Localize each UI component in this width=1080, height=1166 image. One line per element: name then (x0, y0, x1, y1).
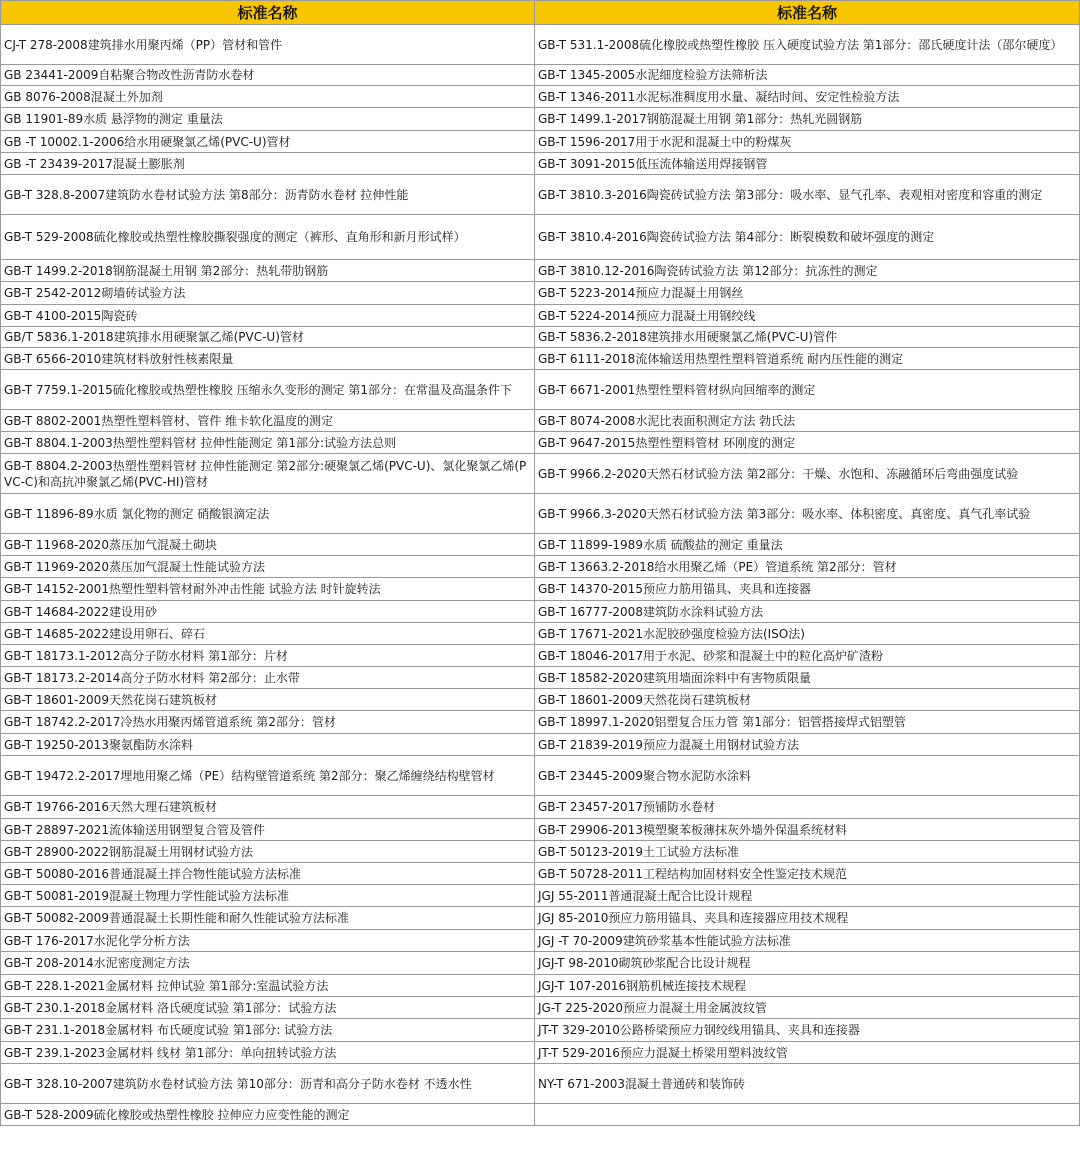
standard-name-cell-left: GB-T 14152-2001热塑性塑料管材耐外冲击性能 试验方法 时针旋转法 (0, 578, 535, 601)
standard-name-cell-right: JGJ-T 107-2016钢筋机械连接技术规程 (535, 975, 1080, 997)
table-row (0, 796, 1080, 819)
standard-name-cell-right: GB-T 11899-1989水质 硫酸盐的测定 重量法 (535, 534, 1080, 556)
standard-name-cell-left: GB-T 8804.1-2003热塑性塑料管材 拉伸性能测定 第1部分:试验方法总则 (0, 432, 535, 454)
standard-name-cell-right: GB-T 1345-2005水泥细度检验方法筛析法 (535, 65, 1080, 86)
standard-name-cell-right: GB-T 50728-2011工程结构加固材料安全性鉴定技术规范 (535, 863, 1080, 885)
column-header-right: 标准名称 (535, 0, 1080, 25)
standard-name-cell-right: GB-T 1596-2017用于水泥和混凝土中的粉煤灰 (535, 131, 1080, 153)
standard-name-cell-right: JG-T 225-2020预应力混凝土用金属波纹管 (535, 997, 1080, 1019)
standard-name-cell-left: GB-T 19766-2016天然大理石建筑板材 (0, 796, 535, 819)
standard-name-cell-right: GB-T 6671-2001热塑性塑料管材纵向回缩率的测定 (535, 370, 1080, 410)
standard-name-cell-left: GB-T 18173.2-2014高分子防水材料 第2部分：止水带 (0, 667, 535, 689)
table-row (0, 885, 1080, 907)
standard-name-cell-left: GB 11901-89水质 悬浮物的测定 重量法 (0, 108, 535, 131)
standard-name-cell-left: GB-T 8804.2-2003热塑性塑料管材 拉伸性能测定 第2部分:硬聚氯乙烯(PVC-U)、氯化聚氯乙烯(PVC-C)和高抗冲聚氯乙烯(PVC-HI)管材 (0, 454, 535, 494)
standard-name-cell-left: CJ-T 278-2008建筑排水用聚丙烯（PP）管材和管件 (0, 25, 535, 65)
table-row (0, 578, 1080, 601)
standard-name-cell-left: GB/T 5836.1-2018建筑排水用硬聚氯乙烯(PVC-U)管材 (0, 327, 535, 348)
standard-name-cell-right: GB-T 1499.1-2017钢筋混凝土用钢 第1部分：热轧光圆钢筋 (535, 108, 1080, 131)
table-row (0, 623, 1080, 645)
table-row (0, 25, 1080, 65)
table-row (0, 975, 1080, 997)
table-row (0, 410, 1080, 432)
table-row (0, 215, 1080, 260)
table-row (0, 689, 1080, 711)
standard-name-cell-right: GB-T 1346-2011水泥标准稠度用水量、凝结时间、安定性检验方法 (535, 86, 1080, 108)
standard-name-cell-right: GB-T 23445-2009聚合物水泥防水涂料 (535, 756, 1080, 796)
standard-name-cell-left: GB-T 11969-2020蒸压加气混凝土性能试验方法 (0, 556, 535, 578)
standard-name-cell-left: GB-T 328.10-2007建筑防水卷材试验方法 第10部分：沥青和高分子防水卷材 不透水性 (0, 1064, 535, 1104)
standard-name-cell-left: GB-T 228.1-2021金属材料 拉伸试验 第1部分:室温试验方法 (0, 975, 535, 997)
standard-name-cell-left: GB-T 328.8-2007建筑防水卷材试验方法 第8部分：沥青防水卷材 拉伸性能 (0, 175, 535, 215)
standard-name-cell-right: GB-T 3810.12-2016陶瓷砖试验方法 第12部分：抗冻性的测定 (535, 260, 1080, 282)
standard-name-cell-left: GB-T 231.1-2018金属材料 布氏硬度试验 第1部分: 试验方法 (0, 1019, 535, 1042)
table-row (0, 260, 1080, 282)
standard-name-cell-left: GB-T 208-2014水泥密度测定方法 (0, 952, 535, 975)
standard-name-cell-left: GB-T 11968-2020蒸压加气混凝土砌块 (0, 534, 535, 556)
standard-name-cell-right: GB-T 18582-2020建筑用墙面涂料中有害物质限量 (535, 667, 1080, 689)
table-row (0, 432, 1080, 454)
standard-name-cell-right: GB-T 6111-2018流体输送用热塑性塑料管道系统 耐内压性能的测定 (535, 348, 1080, 370)
table-row (0, 131, 1080, 153)
standard-name-cell-left: GB-T 28900-2022钢筋混凝土用钢材试验方法 (0, 841, 535, 863)
table-row (0, 667, 1080, 689)
standard-name-cell-left: GB-T 6566-2010建筑材料放射性核素限量 (0, 348, 535, 370)
standard-name-cell-left: GB-T 50082-2009普通混凝土长期性能和耐久性能试验方法标准 (0, 907, 535, 930)
standard-name-cell-left: GB-T 50081-2019混凝土物理力学性能试验方法标准 (0, 885, 535, 907)
standard-name-cell-right: GB-T 16777-2008建筑防水涂料试验方法 (535, 601, 1080, 623)
standard-name-cell-right: JGJ-T 98-2010砌筑砂浆配合比设计规程 (535, 952, 1080, 975)
table-row (0, 819, 1080, 841)
standard-name-cell-right: GB-T 13663.2-2018给水用聚乙烯（PE）管道系统 第2部分：管材 (535, 556, 1080, 578)
table-row (0, 282, 1080, 305)
standard-name-cell-left: GB-T 2542-2012砌墙砖试验方法 (0, 282, 535, 305)
standard-name-cell-right: GB-T 23457-2017预铺防水卷材 (535, 796, 1080, 819)
standard-name-cell-right: JGJ 85-2010预应力筋用锚具、夹具和连接器应用技术规程 (535, 907, 1080, 930)
standard-name-cell-left: GB-T 19472.2-2017埋地用聚乙烯（PE）结构壁管道系统 第2部分：聚乙烯缠绕结构壁管材 (0, 756, 535, 796)
table-row (0, 327, 1080, 348)
standard-name-cell-right: GB-T 3810.4-2016陶瓷砖试验方法 第4部分：断裂模数和破坏强度的测定 (535, 215, 1080, 260)
standard-name-cell-left: GB-T 11896-89水质 氯化物的测定 硝酸银滴定法 (0, 494, 535, 534)
table-row (0, 952, 1080, 975)
table-row (0, 153, 1080, 175)
table-row (0, 863, 1080, 885)
standard-name-cell-left: GB-T 7759.1-2015硫化橡胶或热塑性橡胶 压缩永久变形的测定 第1部分：在常温及高温条件下 (0, 370, 535, 410)
standard-name-cell-left: GB-T 28897-2021流体输送用钢塑复合管及管件 (0, 819, 535, 841)
table-row (0, 1064, 1080, 1104)
standard-name-cell-right: GB-T 14370-2015预应力筋用锚具、夹具和连接器 (535, 578, 1080, 601)
table-row (0, 175, 1080, 215)
standard-name-cell-left: GB -T 23439-2017混凝土膨胀剂 (0, 153, 535, 175)
standard-name-cell-left: GB-T 528-2009硫化橡胶或热塑性橡胶 拉伸应力应变性能的测定 (0, 1104, 535, 1126)
standard-name-cell-right: GB-T 9966.2-2020天然石材试验方法 第2部分：干燥、水饱和、冻融循环后弯曲强度试验 (535, 454, 1080, 494)
standard-name-cell-left: GB 23441-2009自粘聚合物改性沥青防水卷材 (0, 65, 535, 86)
standard-name-cell-right: GB-T 17671-2021水泥胶砂强度检验方法(ISO法) (535, 623, 1080, 645)
standard-name-cell-right: GB-T 18997.1-2020铝塑复合压力管 第1部分：铝管搭接焊式铝塑管 (535, 711, 1080, 734)
table-row (0, 711, 1080, 734)
table-row (0, 756, 1080, 796)
table-row (0, 494, 1080, 534)
standard-name-cell-left: GB-T 8802-2001热塑性塑料管材、管件 维卡软化温度的测定 (0, 410, 535, 432)
table-row (0, 930, 1080, 952)
standard-name-cell-left: GB-T 18601-2009天然花岗石建筑板材 (0, 689, 535, 711)
standard-name-cell-right: GB-T 5224-2014预应力混凝土用钢绞线 (535, 305, 1080, 327)
standard-name-cell-right: JT-T 529-2016预应力混凝土桥梁用塑料波纹管 (535, 1042, 1080, 1064)
standard-name-cell-right: GB-T 5223-2014预应力混凝土用钢丝 (535, 282, 1080, 305)
standard-name-cell-right: JT-T 329-2010公路桥梁预应力钢绞线用锚具、夹具和连接器 (535, 1019, 1080, 1042)
table-row (0, 601, 1080, 623)
standard-name-cell-left: GB-T 230.1-2018金属材料 洛氏硬度试验 第1部分：试验方法 (0, 997, 535, 1019)
table-row (0, 841, 1080, 863)
standard-name-cell-right: GB-T 9647-2015热塑性塑料管材 环刚度的测定 (535, 432, 1080, 454)
standard-name-cell-right: GB-T 21839-2019预应力混凝土用钢材试验方法 (535, 734, 1080, 756)
table-row (0, 997, 1080, 1019)
standard-name-cell-left: GB-T 14684-2022建设用砂 (0, 601, 535, 623)
table-row (0, 305, 1080, 327)
table-row (0, 108, 1080, 131)
standard-name-cell-left: GB -T 10002.1-2006给水用硬聚氯乙烯(PVC-U)管材 (0, 131, 535, 153)
standard-name-cell-left: GB-T 14685-2022建设用卵石、碎石 (0, 623, 535, 645)
table-row (0, 645, 1080, 667)
standard-name-cell-left: GB-T 239.1-2023金属材料 线材 第1部分：单向扭转试验方法 (0, 1042, 535, 1064)
standard-name-cell-left: GB-T 18742.2-2017冷热水用聚丙烯管道系统 第2部分：管材 (0, 711, 535, 734)
table-row (0, 1019, 1080, 1042)
standard-name-cell-right: GB-T 29906-2013模塑聚苯板薄抹灰外墙外保温系统材料 (535, 819, 1080, 841)
standard-name-cell-right: GB-T 3810.3-2016陶瓷砖试验方法 第3部分：吸水率、显气孔率、表观相对密度和容重的测定 (535, 175, 1080, 215)
standard-name-cell-right: GB-T 9966.3-2020天然石材试验方法 第3部分：吸水率、体积密度、真密度、真气孔率试验 (535, 494, 1080, 534)
table-row (0, 1042, 1080, 1064)
column-header-left: 标准名称 (0, 0, 535, 25)
standard-name-cell-right: GB-T 531.1-2008硫化橡胶或热塑性橡胶 压入硬度试验方法 第1部分：邵氏硬度计法（邵尔硬度） (535, 25, 1080, 65)
table-row (0, 348, 1080, 370)
table-row (0, 370, 1080, 410)
standard-name-cell-right: GB-T 5836.2-2018建筑排水用硬聚氯乙烯(PVC-U)管件 (535, 327, 1080, 348)
standard-name-cell-right: NY-T 671-2003混凝土普通砖和装饰砖 (535, 1064, 1080, 1104)
table-row (0, 734, 1080, 756)
table-row (0, 556, 1080, 578)
table-header-row (0, 0, 1080, 25)
standard-name-cell-right: GB-T 3091-2015低压流体输送用焊接钢管 (535, 153, 1080, 175)
standard-name-cell-right: GB-T 18046-2017用于水泥、砂浆和混凝土中的粒化高炉矿渣粉 (535, 645, 1080, 667)
standard-name-cell-left: GB 8076-2008混凝土外加剂 (0, 86, 535, 108)
table-row (0, 534, 1080, 556)
standard-name-cell-right: GB-T 18601-2009天然花岗石建筑板材 (535, 689, 1080, 711)
standard-name-cell-right: JGJ -T 70-2009建筑砂浆基本性能试验方法标准 (535, 930, 1080, 952)
standard-name-cell-right: JGJ 55-2011普通混凝土配合比设计规程 (535, 885, 1080, 907)
standard-name-cell-left: GB-T 4100-2015陶瓷砖 (0, 305, 535, 327)
standard-name-cell-left: GB-T 50080-2016普通混凝土拌合物性能试验方法标准 (0, 863, 535, 885)
table-row (0, 65, 1080, 86)
table-row (0, 907, 1080, 930)
table-row (0, 454, 1080, 494)
standard-name-cell-left: GB-T 19250-2013聚氨酯防水涂料 (0, 734, 535, 756)
standard-name-cell-left: GB-T 529-2008硫化橡胶或热塑性橡胶撕裂强度的测定（裤形、直角形和新月形试样） (0, 215, 535, 260)
table-row (0, 1104, 1080, 1126)
standard-name-cell-right (535, 1104, 1080, 1126)
standard-name-cell-left: GB-T 1499.2-2018钢筋混凝土用钢 第2部分：热轧带肋钢筋 (0, 260, 535, 282)
table-row (0, 86, 1080, 108)
standard-name-cell-left: GB-T 176-2017水泥化学分析方法 (0, 930, 535, 952)
standard-name-cell-right: GB-T 50123-2019土工试验方法标准 (535, 841, 1080, 863)
standard-name-cell-left: GB-T 18173.1-2012高分子防水材料 第1部分：片材 (0, 645, 535, 667)
standard-name-cell-right: GB-T 8074-2008水泥比表面积测定方法 勃氏法 (535, 410, 1080, 432)
